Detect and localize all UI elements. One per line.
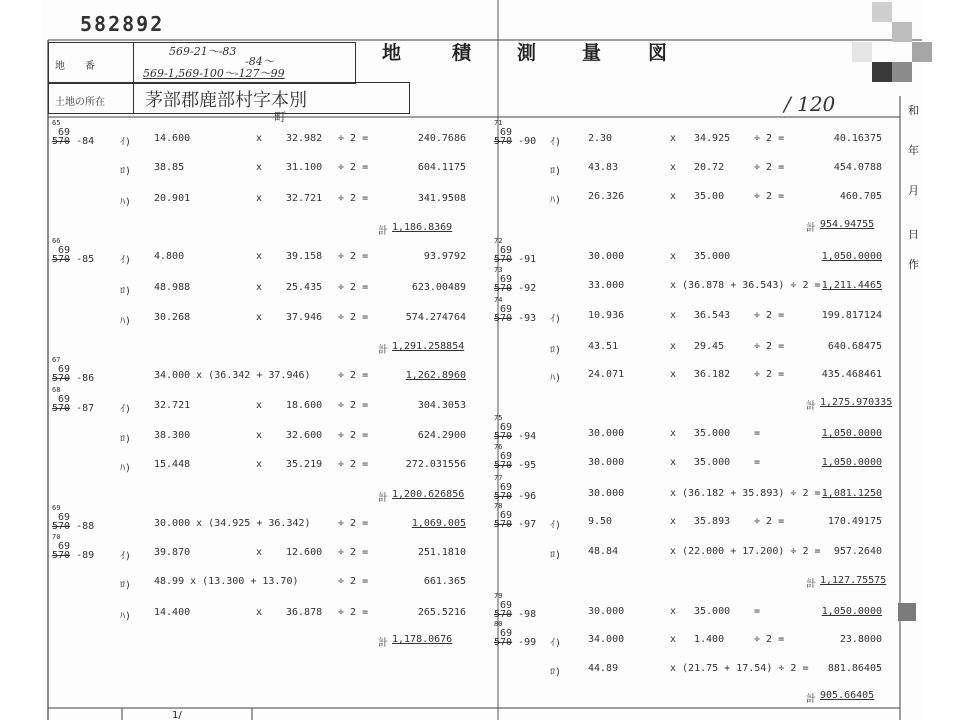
operator: x (256, 400, 263, 411)
area-result: 40.16375 (833, 133, 882, 144)
area-result: 624.2900 (417, 430, 466, 441)
lot-index: 79 (494, 592, 503, 600)
area-total: 1,127.75575 (820, 575, 887, 586)
lot-super: 69 (500, 245, 513, 256)
lot-super: 69 (500, 451, 513, 462)
divide-op: ÷ 2 = (338, 459, 369, 470)
divide-op: ÷ 2 = (754, 516, 785, 527)
operand-a: 39.870 (154, 547, 191, 558)
chiban-label: 地 番 (55, 61, 95, 72)
operator: x (670, 251, 677, 262)
operator: x (256, 162, 263, 173)
operand-b: 34.925 (694, 133, 731, 144)
lot-number: -86 (70, 373, 95, 384)
area-result: 1,050.0000 (821, 606, 882, 617)
operand-a: 30.000 (588, 251, 625, 262)
corner-mark: / 120 (784, 92, 836, 116)
lot-super: 69 (500, 628, 513, 639)
lot-prefix: 570 (494, 313, 513, 324)
operand-a: 14.400 (154, 607, 191, 618)
operand-b: 20.72 (694, 162, 725, 173)
divide-op: ÷ 2 = (754, 634, 785, 645)
area-result: 199.817124 (821, 310, 882, 321)
operand-b: 31.100 (286, 162, 323, 173)
operand-b: 32.982 (286, 133, 323, 144)
lot-number: -92 (512, 283, 537, 294)
lot-super: 69 (500, 304, 513, 315)
operator: x (670, 634, 677, 645)
operand-a: 43.83 (588, 162, 619, 173)
divide-op: ÷ 2 = (338, 162, 369, 173)
side-label: 和 (908, 104, 919, 117)
area-result: 957.2640 (833, 546, 882, 557)
operand-a: 43.51 (588, 341, 619, 352)
row-mark: ﾊ) (120, 611, 132, 622)
divide-op: ÷ 2 = (754, 310, 785, 321)
operand-b: 35.000 (694, 606, 731, 617)
area-result: 661.365 (423, 576, 466, 587)
shozai-label: 土地の所在 (55, 97, 105, 108)
lot-index: 80 (494, 620, 503, 628)
operand-a: 48.99 x (13.300 + 13.70) (154, 576, 299, 587)
lot-prefix: 570 (494, 460, 513, 471)
divide-op: ÷ 2 = (754, 191, 785, 202)
row-mark: ﾛ) (550, 550, 562, 561)
area-total: 1,186.8369 (392, 222, 453, 233)
row-mark: ｲ) (550, 137, 562, 148)
lot-index: 68 (52, 386, 61, 394)
chiban-box (48, 42, 356, 84)
lot-id (494, 119, 536, 146)
lot-id (494, 443, 536, 470)
lot-id (52, 533, 94, 560)
row-mark: ﾛ) (120, 166, 132, 177)
operand-b: 32.600 (286, 430, 323, 441)
operand-a: 30.000 (588, 428, 625, 439)
operator: x (256, 133, 263, 144)
area-result: 170.49175 (827, 516, 882, 527)
row-mark: ﾛ) (120, 434, 132, 445)
lot-number: -98 (512, 609, 537, 620)
row-mark: ﾛ) (120, 286, 132, 297)
area-result: 1,050.0000 (821, 428, 882, 439)
lot-index: 70 (52, 533, 61, 541)
area-result: 272.031556 (405, 459, 466, 470)
operator: x (256, 459, 263, 470)
row-mark: ﾊ) (550, 373, 562, 384)
lot-number: -99 (512, 637, 537, 648)
area-total: 905.66405 (820, 690, 875, 701)
operand-b: 35.893 (694, 516, 731, 527)
chiban-line1: 569-21～-83 (169, 45, 237, 58)
document-number: 582892 (80, 12, 165, 36)
operand-a: 14.600 (154, 133, 191, 144)
lot-number: -96 (512, 491, 537, 502)
lot-super: 69 (500, 600, 513, 611)
lot-super: 69 (500, 127, 513, 138)
area-result: 304.3053 (417, 400, 466, 411)
lot-prefix: 570 (52, 521, 71, 532)
divide-op: ÷ 2 = (338, 430, 369, 441)
area-result: 1,069.005 (411, 518, 466, 529)
operand-a: 48.988 (154, 282, 191, 293)
side-label: 日 (908, 228, 919, 241)
lot-number: -87 (70, 403, 95, 414)
title-char: 量 (582, 42, 602, 64)
operand-a: 48.84 (588, 546, 619, 557)
lot-super: 69 (500, 274, 513, 285)
operand-b: 37.946 (286, 312, 323, 323)
area-total: 1,291.258854 (392, 341, 465, 352)
lot-super: 69 (500, 482, 513, 493)
operator: x (670, 457, 677, 468)
lot-super: 69 (58, 364, 71, 375)
operator: x (36.182 + 35.893) ÷ 2 = (670, 488, 821, 499)
divide-op: ÷ 2 = (754, 341, 785, 352)
lot-prefix: 570 (52, 403, 71, 414)
operand-b: 35.000 (694, 251, 731, 262)
operator: x (256, 547, 263, 558)
operand-b: 35.000 (694, 457, 731, 468)
lot-id (52, 356, 94, 383)
area-result: 93.9792 (423, 251, 466, 262)
row-mark: ｲ) (120, 404, 132, 415)
row-mark: ｲ) (120, 137, 132, 148)
lot-number: -90 (512, 136, 537, 147)
operand-a: 4.800 (154, 251, 185, 262)
operand-b: 12.600 (286, 547, 323, 558)
chiban-line2: 569-1,569-100～-127～99 (143, 67, 285, 80)
sum-mark: 計 (378, 345, 388, 356)
operand-a: 30.000 (588, 606, 625, 617)
lot-super: 69 (500, 422, 513, 433)
operand-a: 30.268 (154, 312, 191, 323)
divide-op: ÷ 2 = (338, 518, 369, 529)
operand-a: 30.000 x (34.925 + 36.342) (154, 518, 311, 529)
operand-b: 29.45 (694, 341, 725, 352)
area-result: 623.00489 (411, 282, 466, 293)
operator: x (256, 312, 263, 323)
title-char: 積 (452, 42, 472, 64)
operand-a: 38.85 (154, 162, 185, 173)
lot-super: 69 (58, 245, 71, 256)
area-result: 604.1175 (417, 162, 466, 173)
lot-number: -91 (512, 254, 537, 265)
lot-id (52, 386, 94, 413)
side-label: 月 (908, 184, 919, 197)
area-result: 240.7686 (417, 133, 466, 144)
lot-super: 69 (58, 127, 71, 138)
area-result: 460.705 (839, 191, 882, 202)
lot-prefix: 570 (52, 136, 71, 147)
lot-prefix: 570 (52, 550, 71, 561)
lot-index: 77 (494, 474, 503, 482)
area-result: 1,211.4465 (821, 280, 882, 291)
operator: x (670, 516, 677, 527)
redaction-block (850, 0, 940, 90)
divide-op: = (754, 428, 761, 439)
side-label: 作 (908, 258, 919, 271)
footer-mark: 1/ (172, 710, 182, 721)
sum-mark: 計 (806, 223, 816, 234)
area-total: 1,275.970335 (820, 397, 893, 408)
operand-b: 36.543 (694, 310, 731, 321)
lot-id (494, 620, 536, 647)
chiban-line1b: -84～ (245, 55, 274, 68)
redaction-block-small (898, 603, 916, 621)
operand-b: 39.158 (286, 251, 323, 262)
lot-id (494, 237, 536, 264)
row-mark: ﾊ) (550, 195, 562, 206)
area-result: 1,262.8960 (405, 370, 466, 381)
area-result: 574.274764 (405, 312, 466, 323)
operand-b: 25.435 (286, 282, 323, 293)
area-result: 435.468461 (821, 369, 882, 380)
row-mark: ｲ) (550, 638, 562, 649)
lot-prefix: 570 (494, 491, 513, 502)
title-char: 図 (648, 42, 668, 64)
area-result: 881.86405 (827, 663, 882, 674)
lot-prefix: 570 (494, 254, 513, 265)
divide-op: ÷ 2 = (754, 162, 785, 173)
operand-a: 34.000 x (36.342 + 37.946) (154, 370, 311, 381)
operand-a: 26.326 (588, 191, 625, 202)
operand-b: 32.721 (286, 193, 323, 204)
operator: x (670, 191, 677, 202)
row-mark: ｲ) (550, 314, 562, 325)
operator: x (670, 428, 677, 439)
lot-id (52, 119, 94, 146)
area-result: 251.1810 (417, 547, 466, 558)
lot-id (494, 474, 536, 501)
area-total: 954.94755 (820, 219, 875, 230)
lot-prefix: 570 (52, 373, 71, 384)
operand-b: 18.600 (286, 400, 323, 411)
shozai-value: 茅部郡鹿部村字本別 (145, 90, 307, 111)
lot-prefix: 570 (494, 519, 513, 530)
operator: x (670, 133, 677, 144)
lot-number: -85 (70, 254, 95, 265)
divide-op: = (754, 606, 761, 617)
sum-mark: 計 (806, 401, 816, 412)
divide-op: ÷ 2 = (338, 312, 369, 323)
operand-b: 35.00 (694, 191, 725, 202)
operand-a: 30.000 (588, 488, 625, 499)
lot-number: -97 (512, 519, 537, 530)
lot-id (494, 296, 536, 323)
lot-index: 78 (494, 502, 503, 510)
divide-op: ÷ 2 = (338, 193, 369, 204)
divide-op: ÷ 2 = (754, 369, 785, 380)
row-mark: ﾛ) (550, 345, 562, 356)
divide-op: = (754, 457, 761, 468)
operand-a: 32.721 (154, 400, 191, 411)
lot-number: -88 (70, 521, 95, 532)
divide-op: ÷ 2 = (754, 133, 785, 144)
operand-a: 9.50 (588, 516, 613, 527)
shozai-note: 町 (274, 110, 287, 124)
operand-a: 34.000 (588, 634, 625, 645)
operator: x (670, 310, 677, 321)
divide-op: ÷ 2 = (338, 547, 369, 558)
lot-id (52, 237, 94, 264)
row-mark: ｲ) (120, 551, 132, 562)
row-mark: ﾊ) (120, 197, 132, 208)
lot-index: 76 (494, 443, 503, 451)
row-mark: ﾛ) (120, 580, 132, 591)
side-label: 年 (908, 144, 919, 157)
operand-b: 36.878 (286, 607, 323, 618)
sum-mark: 計 (378, 493, 388, 504)
operand-a: 44.89 (588, 663, 619, 674)
operand-a: 24.071 (588, 369, 625, 380)
lot-number: -93 (512, 313, 537, 324)
lot-id (494, 592, 536, 619)
lot-super: 69 (58, 394, 71, 405)
sum-mark: 計 (378, 638, 388, 649)
area-result: 1,050.0000 (821, 457, 882, 468)
operator: x (256, 251, 263, 262)
divide-op: ÷ 2 = (338, 282, 369, 293)
title-char: 測 (517, 42, 537, 64)
lot-number: -95 (512, 460, 537, 471)
operator: x (670, 341, 677, 352)
lot-id (494, 266, 536, 293)
lot-number: -84 (70, 136, 95, 147)
operator: x (670, 606, 677, 617)
lot-prefix: 570 (494, 431, 513, 442)
area-total: 1,178.0676 (392, 634, 453, 645)
divide-op: ÷ 2 = (338, 576, 369, 587)
lot-index: 67 (52, 356, 61, 364)
row-mark: ﾊ) (120, 316, 132, 327)
operand-a: 15.448 (154, 459, 191, 470)
survey-sheet (42, 0, 922, 720)
lot-index: 69 (52, 504, 61, 512)
area-result: 454.0788 (833, 162, 882, 173)
row-mark: ﾊ) (120, 463, 132, 474)
operand-a: 38.300 (154, 430, 191, 441)
lot-id (52, 504, 94, 531)
lot-index: 72 (494, 237, 503, 245)
lot-prefix: 570 (494, 637, 513, 648)
sum-mark: 計 (806, 694, 816, 705)
divide-op: ÷ 2 = (338, 370, 369, 381)
lot-index: 65 (52, 119, 61, 127)
row-mark: ﾛ) (550, 667, 562, 678)
lot-index: 75 (494, 414, 503, 422)
lot-number: -89 (70, 550, 95, 561)
lot-super: 69 (500, 510, 513, 521)
operand-b: 36.182 (694, 369, 731, 380)
shozai-box (48, 82, 410, 114)
lot-prefix: 570 (494, 283, 513, 294)
divide-op: ÷ 2 = (338, 251, 369, 262)
lot-index: 66 (52, 237, 61, 245)
operand-a: 10.936 (588, 310, 625, 321)
lot-prefix: 570 (52, 254, 71, 265)
sum-mark: 計 (806, 579, 816, 590)
lot-index: 71 (494, 119, 503, 127)
lot-super: 69 (58, 512, 71, 523)
operand-b: 35.219 (286, 459, 323, 470)
lot-prefix: 570 (494, 136, 513, 147)
operator: x (256, 430, 263, 441)
row-mark: ｲ) (120, 255, 132, 266)
lot-index: 73 (494, 266, 503, 274)
operator: x (670, 369, 677, 380)
divide-op: ÷ 2 = (338, 607, 369, 618)
operator: x (256, 607, 263, 618)
operator: x (256, 282, 263, 293)
title-char: 地 (382, 42, 402, 64)
operator: x (256, 193, 263, 204)
operand-a: 2.30 (588, 133, 613, 144)
operator: x (22.000 + 17.200) ÷ 2 = (670, 546, 821, 557)
lot-super: 69 (58, 541, 71, 552)
operator: x (670, 162, 677, 173)
operand-a: 30.000 (588, 457, 625, 468)
operand-a: 33.000 (588, 280, 625, 291)
area-result: 1,050.0000 (821, 251, 882, 262)
lot-index: 74 (494, 296, 503, 304)
operand-a: 20.901 (154, 193, 191, 204)
lot-number: -94 (512, 431, 537, 442)
divide-op: ÷ 2 = (338, 133, 369, 144)
operator: x (36.878 + 36.543) ÷ 2 = (670, 280, 821, 291)
area-total: 1,200.626856 (392, 489, 465, 500)
area-result: 265.5216 (417, 607, 466, 618)
operand-b: 1.400 (694, 634, 725, 645)
area-result: 23.8000 (839, 634, 882, 645)
row-mark: ﾛ) (550, 166, 562, 177)
lot-id (494, 502, 536, 529)
operator: x (21.75 + 17.54) ÷ 2 = (670, 663, 809, 674)
area-result: 640.68475 (827, 341, 882, 352)
lot-prefix: 570 (494, 609, 513, 620)
divide-op: ÷ 2 = (338, 400, 369, 411)
area-result: 341.9508 (417, 193, 466, 204)
row-mark: ｲ) (550, 520, 562, 531)
sum-mark: 計 (378, 226, 388, 237)
lot-id (494, 414, 536, 441)
area-result: 1,081.1250 (821, 488, 882, 499)
operand-b: 35.000 (694, 428, 731, 439)
